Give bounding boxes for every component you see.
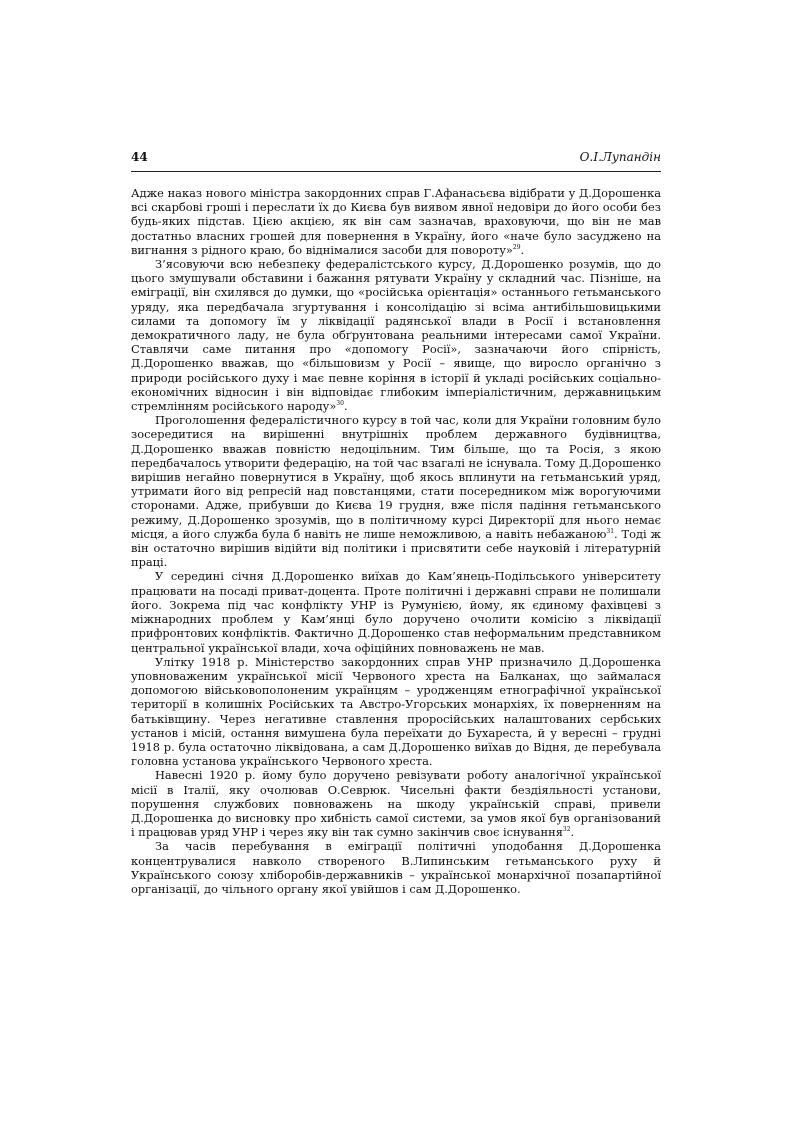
body-text	[131, 186, 661, 896]
paragraph-4	[131, 569, 661, 654]
paragraph-tail: .	[343, 399, 348, 414]
footnote-ref: 29	[512, 244, 521, 252]
running-title: О.І.Лупандін	[579, 150, 661, 164]
paragraph-tail: .	[570, 825, 575, 840]
paragraph-1	[131, 186, 661, 257]
footnote-ref: 32	[562, 826, 571, 834]
paragraph-7	[131, 839, 661, 896]
paragraph-tail: .	[520, 242, 525, 257]
paragraph-text: У середині січня Д.Дорошенко виїхав до Кам’янець-Подільського університету працювати на посаді приват-доцента. Проте політичні і державні справи не полишали його. Зокрема під час конфлікту УНР із Румунією, йому, як єдиному фахівцеві з міжнародних проблем у Кам’янці було доручено очолити комісію з ліквідації прифронтових конфліктів. Фактично Д.Дорошенко став неформальним представником центральної української влади, хоча офіційних повноважень не мав.	[131, 569, 661, 655]
paragraph-6	[131, 768, 661, 839]
document-page	[131, 150, 661, 896]
paragraph-2	[131, 257, 661, 413]
paragraph-tail: . Тоді ж він остаточно вирішив відійти від політики і присвятити себе науковій і літературній праці.	[131, 526, 662, 570]
paragraph-3	[131, 413, 661, 569]
page-number: 44	[131, 150, 148, 164]
paragraph-text: За часів перебування в еміграції політичні уподобання Д.Дорошенка концентрувалися навколо створеного В.Липинським гетьманського руху й Українського союзу хліборобів-державників – української монархічної позапартійної організації, до чільного органу якої увійшов і сам Д.Дорошенко.	[131, 839, 661, 896]
paragraph-text: Навесні 1920 р. йому було доручено ревізувати роботу аналогічної української місії в Італії, яку очолював О.Севрюк. Чисельні факти бездіяльності установи, порушення службових повноважень на шкоду українській справі, привели Д.Дорошенка до висновку про хибність самої системи, за умов якої був організований і працював уряд УНР і через яку він так сумно закінчив своє існування	[131, 768, 661, 840]
paragraph-text: З’ясовуючи всю небезпеку федералістського курсу, Д.Дорошенко розумів, що до цього змушували обставини і бажання рятувати Україну у складний час. Пізніше, на еміграції, він схилявся до думки, що «російська орієнтація» останнього гетьманського уряду, яка передбачала згуртування і консолідацію зі всіма антибільшовицькими силами та допомогу їм у ліквідації радянської влади в Росії і встановлення демократичного ладу, не була обґрунтована реальними інтересами самої України. Ставлячи саме питання про «допомогу Росії», зазначаючи його спірність, Д.Дорошенко вважав, що «більшовизм у Росії – явище, що виросло органічно з природи російського духу і має певне коріння в історії й укладі російських соціально-економічних відносин і він відповідає глибоким імперіалістичним, державницьким стремлінням російського народу»	[131, 257, 661, 414]
paragraph-text: Проголошення федералістичного курсу в той час, коли для України головним було зосередитися на вирішенні внутрішніх проблем державного будівництва, Д.Дорошенко вважав повністю недоцільним. Тим більше, що та Росія, з якою передбачалось утворити федерацію, на той час взагалі не існувала. Тому Д.Дорошенко вирішив негайно повернутися в Україну, щоб якось вплинути на гетьманський уряд, утримати його від репресій над повстанцями, стати посередником між ворогуючими сторонами. Адже, прибувши до Києва 19 грудня, вже після падіння гетьманського режиму, Д.Дорошенко зрозумів, що в політичному курсі Директорії для нього немає місця, а його служба була б навіть не лише неможливою, а навіть небажаною	[131, 413, 661, 541]
footnote-ref: 31	[606, 528, 615, 536]
paragraph-text: Улітку 1918 р. Міністерство закордонних справ УНР призначило Д.Дорошенка уповноваженим української місії Червоного хреста на Балканах, що займалася допомогою військовополоненим українцям – уродженцям етнографічної української території в колишніх Російських та Австро-Угорських монархіях, їх поверненням на батьківщину. Через негативне ставлення проросійських налаштованих сербських установ і місій, остання вимушена була переїхати до Бухареста, й у вересні – грудні 1918 р. була остаточно ліквідована, а сам Д.Дорошенко виїхав до Відня, де перебувала головна установа українського Червоного хреста.	[131, 654, 661, 769]
paragraph-5	[131, 655, 661, 769]
footnote-ref: 30	[336, 400, 344, 408]
paragraph-text: Адже наказ нового міністра закордонних справ Г.Афанасьєва відібрати у Д.Дорошенка всі скарбові гроші і переслати їх до Києва був виявом явної недовіри до його особи без будь-яких підстав. Цією акцією, як він сам зазначав, враховуючи, що він не мав достатньо власних грошей для повернення в Україну, його «наче було засуджено на вигнання з рідного краю, бо віднімалися засоби для повороту»	[131, 186, 661, 257]
running-header	[131, 150, 661, 172]
